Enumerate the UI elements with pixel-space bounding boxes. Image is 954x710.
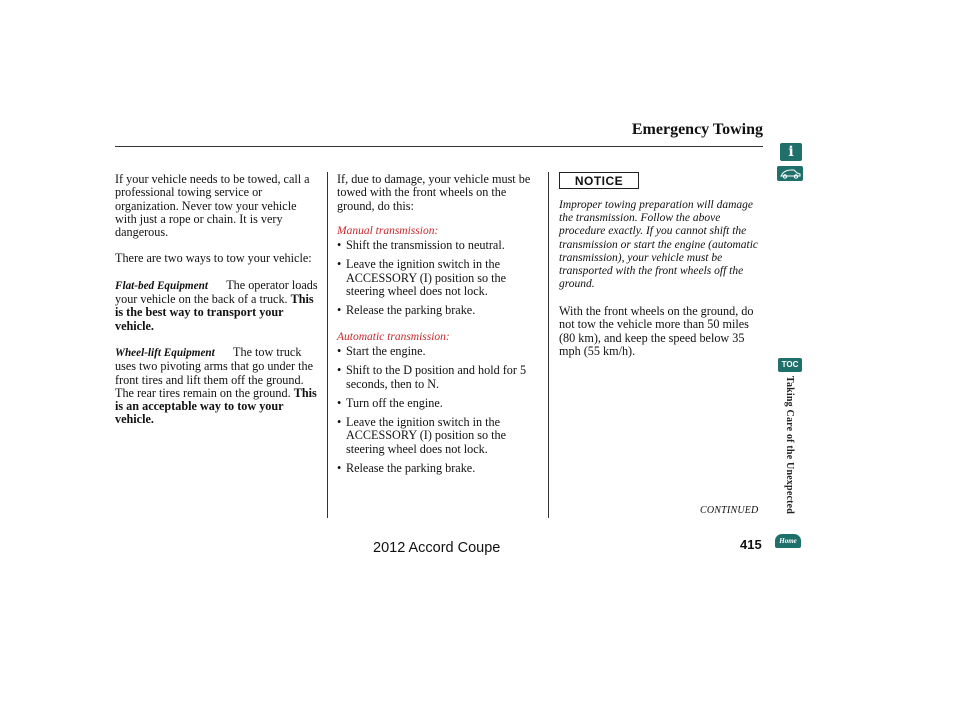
page-number: 415 xyxy=(740,537,762,552)
column-1 xyxy=(115,173,321,427)
notice-label: NOTICE xyxy=(559,172,639,189)
footer-model: 2012 Accord Coupe xyxy=(373,540,501,556)
page-title: Emergency Towing xyxy=(631,121,763,138)
auto-step: • Leave the ignition switch in the ACCESSORY (I) position so the steering wheel does not lock. xyxy=(337,416,541,456)
column-divider-2 xyxy=(548,172,549,518)
wheellift-paragraph xyxy=(115,346,321,427)
car-index-icon[interactable] xyxy=(777,166,803,181)
toc-button[interactable]: TOC xyxy=(778,358,802,372)
flatbed-bold: This is the best way to transport your vehicle. xyxy=(115,292,314,333)
home-button[interactable]: Home xyxy=(775,534,801,548)
wheellift-bold: This is an acceptable way to tow your vehicle. xyxy=(115,385,317,427)
automatic-heading: Automatic transmission: xyxy=(337,330,450,343)
info-icon-glyph: i xyxy=(788,144,794,160)
column-2 xyxy=(337,173,541,475)
manual-step: • Leave the ignition switch in the ACCESSORY (I) position so the steering wheel does not lock. xyxy=(337,258,541,298)
manual-step: • Shift the transmission to neutral. xyxy=(337,239,541,252)
auto-step: • Release the parking brake. xyxy=(337,462,541,475)
wheellift-text: The tow truck uses two pivoting arms that go under the front tires and lift them off the ground. The rear tires remain on the ground. xyxy=(115,344,314,400)
wheellift-heading: Wheel-lift Equipment xyxy=(115,346,215,359)
flatbed-paragraph xyxy=(115,279,321,333)
intro-paragraph: If your vehicle needs to be towed, call a professional towing service or organization. Never tow your vehicle with just a rope or chain. It is very dangerous. xyxy=(115,172,310,240)
auto-step: • Start the engine. xyxy=(337,345,541,358)
flatbed-text: The operator loads your vehicle on the back of a truck. xyxy=(115,277,318,307)
towing-limits-paragraph: With the front wheels on the ground, do not tow the vehicle more than 50 miles (80 km), and keep the speed below 35 mph (55 km/h). xyxy=(559,304,754,358)
tow-ways-paragraph: There are two ways to tow your vehicle: xyxy=(115,251,312,266)
auto-step: • Turn off the engine. xyxy=(337,397,541,410)
notice-text: Improper towing preparation will damage the transmission. Follow the above procedure exactly. If you cannot shift the transmission or start the engine (automatic transmission), your vehicle must be transported with the front wheels off the ground. xyxy=(559,199,759,291)
car-icon xyxy=(777,166,803,181)
manual-step: • Release the parking brake. xyxy=(337,304,541,317)
column-divider-1 xyxy=(327,172,328,518)
flatbed-heading: Flat-bed Equipment xyxy=(115,279,208,292)
header-rule xyxy=(115,146,763,147)
continued-label: CONTINUED xyxy=(700,505,759,516)
auto-step: • Shift to the D position and hold for 5 seconds, then to N. xyxy=(337,364,541,391)
manual-heading: Manual transmission: xyxy=(337,224,439,237)
info-icon[interactable] xyxy=(780,143,802,161)
front-wheels-intro: If, due to damage, your vehicle must be towed with the front wheels on the ground, do this: xyxy=(337,172,531,213)
section-label: Taking Care of the Unexpected xyxy=(784,376,795,515)
